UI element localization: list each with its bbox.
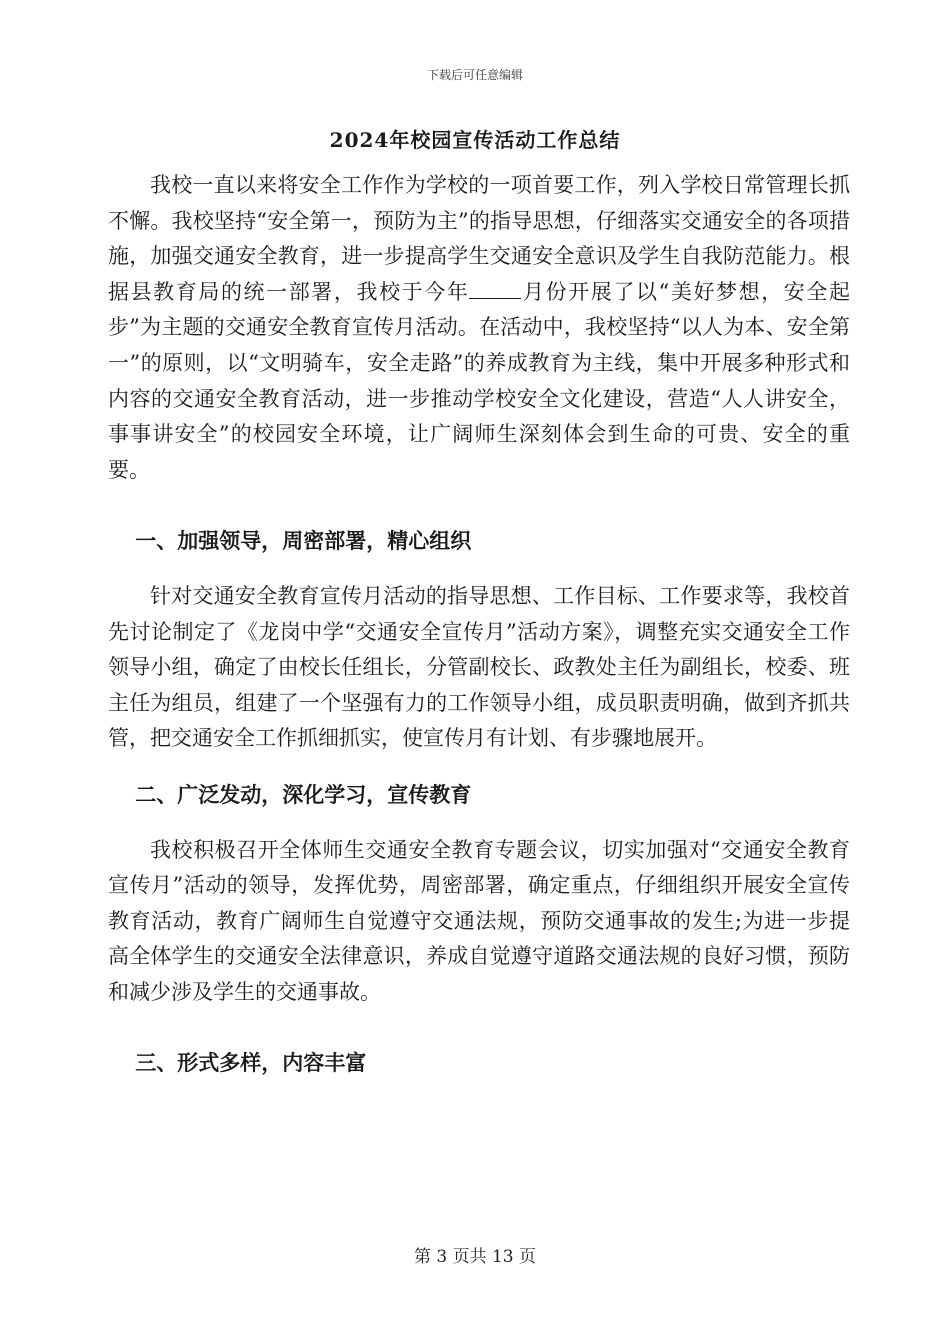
page-footer: 第 3 页共 13 页 xyxy=(413,1247,537,1267)
intro-paragraph xyxy=(108,168,850,488)
section-heading-3: 三、形式多样，内容丰富 xyxy=(135,1050,367,1076)
intro-text-part2: 月份开展了以“美好梦想，安全起步”为主题的交通安全教育宣传月活动。在活动中，我校坚持“以人为本、安全第一”的原则，以“文明骑车，安全走路”的养成教育为主线，集中开展多种形式和内容的交通安全教育活动，进一步推动学校安全文化建设，营造“人人讲安全，事事讲安全”的校园安全环境，让广阔师生深刻体会到生命的可贵、安全的重要。 xyxy=(108,279,850,482)
section-2-paragraph: 我校积极召开全体师生交通安全教育专题会议，切实加强对“交通安全教育宣传月”活动的领导，发挥优势，周密部署，确定重点，仔细组织开展安全宣传教育活动，教育广阔师生自觉遵守交通法规，预防交通事故的发生;为进一步提高全体学生的交通安全法律意识，养成自觉遵守道路交通法规的良好习惯，预防和减少涉及学生的交通事故。 xyxy=(108,837,850,1004)
section-heading-2: 二、广泛发动，深化学习，宣传教育 xyxy=(135,781,472,807)
fill-in-blank xyxy=(469,280,521,299)
document-title: 2024年校园宣传活动工作总结 xyxy=(329,128,621,152)
document-body xyxy=(108,168,850,1081)
section-heading-1: 一、加强领导，周密部署，精心组织 xyxy=(135,528,472,554)
section-1-paragraph: 针对交通安全教育宣传月活动的指导思想、工作目标、工作要求等，我校首先讨论制定了《龙岗中学“交通安全宣传月”活动方案》，调整充实交通安全工作领导小组，确定了由校长任组长，分管副校长、政教处主任为副组长，校委、班主任为组员，组建了一个坚强有力的工作领导小组，成员职责明确，做到齐抓共管，把交通安全工作抓细抓实，使宣传月有计划、有步骤地展开。 xyxy=(108,583,850,751)
header-note: 下载后可任意编辑 xyxy=(426,68,523,82)
intro-text-part1: 我校一直以来将安全工作作为学校的一项首要工作，列入学校日常管理长抓不懈。我校坚持“安全第一，预防为主”的指导思想，仔细落实交通安全的各项措施，加强交通安全教育，进一步提高学生交通安全意识及学生自我防范能力。根据县教育局的统一部署，我校于今年 xyxy=(108,173,850,304)
